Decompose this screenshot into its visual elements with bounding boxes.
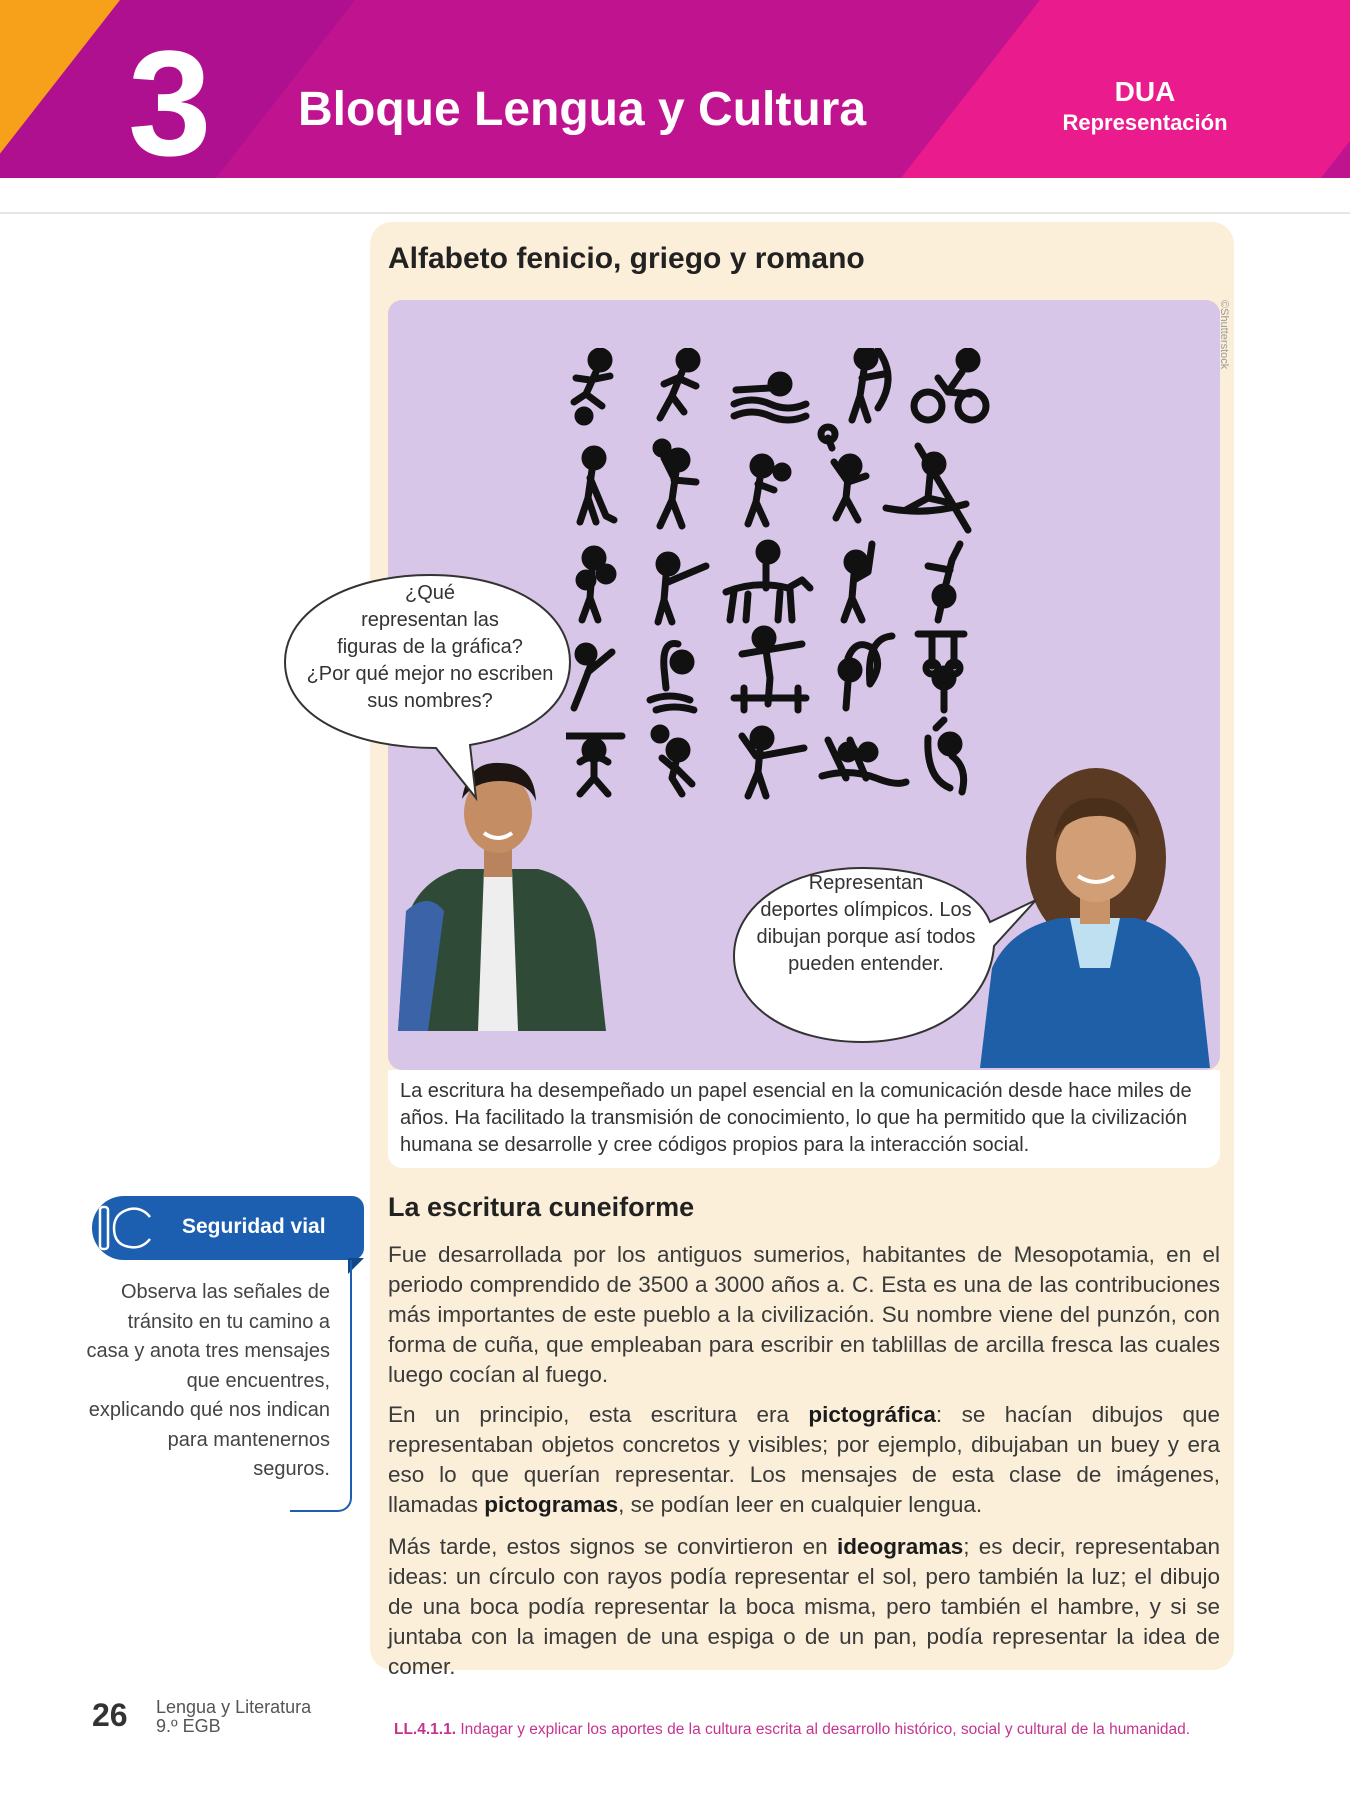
paragraph-text: , se podían leer en cualquier lengua. — [618, 1492, 983, 1517]
pictogram-handball — [656, 442, 696, 526]
unit-number: 3 — [128, 19, 212, 178]
pictogram-swimming — [734, 375, 806, 420]
pictogram-gymnastics — [928, 544, 960, 620]
paragraph-text: Más tarde, estos signos se convirtieron en — [388, 1534, 837, 1559]
term-pictographic: pictográfica — [808, 1402, 936, 1427]
pictogram-cycling — [914, 351, 986, 420]
dua-title: DUA — [1114, 76, 1176, 107]
section-title-cuneiform: La escritura cuneiforme — [388, 1192, 695, 1222]
speech-bubble-boy-text: ¿Qué representan las figuras de la gráfica? ¿Por qué mejor no escriben sus nombres? — [306, 582, 554, 712]
speech-bubble-girl-text: Representan deportes olímpicos. Los dibujan porque así todos pueden entender. — [756, 872, 976, 975]
header-divider — [0, 212, 1350, 214]
block-title: Bloque Lengua y Cultura — [298, 83, 867, 136]
pictogram-badminton — [821, 427, 866, 520]
sidebar-activity-text: Observa las señales de tránsito en tu camino a casa y anota tres mensajes que encuentres, explicando qué nos indican para mantenernos seguros. — [86, 1281, 330, 1480]
paragraph-text: ; es decir, representaban ideas: un círculo con rayos podía representar el sol, pero también la luz; el dibujo de una boca podía representar la boca misma, pero también el hambre, y si se juntaba con la imagen de una espiga o de un pan, podía representar la idea de comer. — [388, 1534, 1220, 1679]
dua-label — [1050, 76, 1240, 136]
term-ideograms: ideogramas — [836, 1534, 964, 1559]
paragraph-text: En un principio, esta escritura era — [388, 1402, 809, 1427]
pictogram-wrestling — [928, 720, 964, 792]
standard-text: Indagar y explicar los aportes de la cultura escrita al desarrollo histórico, social y cultural de la humanidad. — [456, 1721, 1191, 1738]
pictogram-surfing — [650, 644, 694, 711]
curriculum-standard — [394, 1721, 1190, 1739]
pictogram-fencing — [742, 729, 804, 796]
pictogram-baseball — [844, 544, 872, 620]
pictogram-rowing — [822, 740, 906, 783]
pictogram-canoe — [886, 446, 968, 530]
unit-header-banner — [0, 0, 1350, 178]
subject-label — [156, 1698, 311, 1736]
pictogram-football — [574, 351, 610, 422]
ic-badge-icon — [96, 1203, 158, 1253]
dua-subtitle: Representación — [1062, 110, 1228, 135]
pictogram-tennis — [654, 728, 692, 794]
subject-name: Lengua y Literatura — [156, 1697, 312, 1717]
term-pictograms: pictogramas — [484, 1492, 619, 1517]
pictogram-ribbon — [841, 636, 892, 708]
pictogram-golf — [580, 449, 614, 522]
olympic-pictograms — [566, 348, 1036, 848]
pictogram-rhythmic — [734, 629, 806, 710]
page-number: 26 — [92, 1697, 128, 1733]
paragraph-cuneiform-origin: Fue desarrollada por los antiguos sumerios, habitantes de Mesopotamia, en el periodo comprendido de 3500 a 3000 años a. C. Esta es una de las contribuciones más importantes de este pueblo a la civilización. Su nombre viene del punzón, con forma de cuña, que empleaban para escribir en tablillas de arcilla fresca las cuales luego cocían al fuego. — [388, 1242, 1220, 1387]
standard-code: LL.4.1.1. — [394, 1721, 457, 1738]
pictogram-equestrian — [726, 543, 810, 620]
pictogram-archery — [852, 349, 888, 420]
pictogram-boxing — [579, 549, 613, 620]
pictogram-athletics — [660, 351, 697, 418]
pictogram-rings — [918, 634, 964, 710]
grade-level: 9.º EGB — [156, 1716, 221, 1736]
section-title-alphabet: Alfabeto fenicio, griego y romano — [388, 242, 865, 275]
image-credit: ©Shutterstock — [1218, 300, 1230, 370]
paragraph-ideograms — [388, 1532, 1220, 1682]
pictogram-shooting — [658, 555, 706, 622]
pictogram-table-tennis — [748, 457, 788, 524]
image-caption: La escritura ha desempeñado un papel esencial en la comunicación desde hace miles de años. Ha facilitado la transmisión de conocimiento, lo que ha permitido que la civilización humana se desarrolle y cree códigos propios para la interacción social. — [400, 1080, 1192, 1156]
paragraph-pictographic — [388, 1400, 1220, 1520]
ic-badge-text: IC — [96, 1203, 97, 1204]
sidebar-title: Seguridad vial — [182, 1215, 326, 1238]
paragraph-text: : se hacían dibujos que representaban objetos concretos y visibles; por ejemplo, dibujaban un buey y era eso lo que querían representar. Los mensajes de esta clase de imágenes, llamadas — [388, 1402, 1220, 1517]
